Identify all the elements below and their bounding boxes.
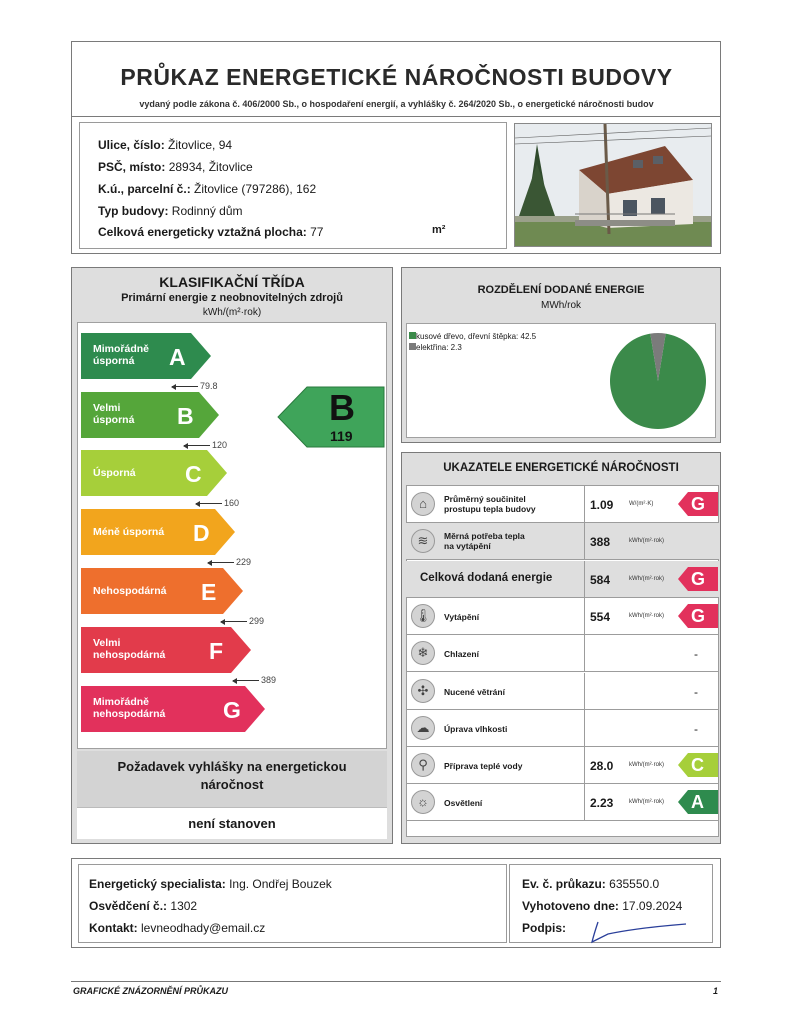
area-value: 77 xyxy=(310,225,324,239)
document-subtitle: vydaný podle zákona č. 406/2000 Sb., o hospodaření energií, a vyhlášky č. 264/2020 Sb., o energetické náročnosti budov xyxy=(139,99,654,109)
specialist-contact-row xyxy=(89,921,265,935)
indicator-divider xyxy=(584,523,585,559)
class-name: Velmi úsporná xyxy=(93,402,135,426)
type-label: Typ budovy: xyxy=(98,204,169,218)
indicator-value: 388 xyxy=(590,535,611,550)
indicator-label: Úprava vlhkosti xyxy=(444,723,508,734)
legend-wood-label: kusové dřevo, dřevní štěpka: 42.5 xyxy=(416,332,537,341)
indicator-divider xyxy=(584,673,585,709)
class-limit: 299 xyxy=(221,616,264,626)
indicator-label: Osvětlení xyxy=(444,798,483,809)
indicator-class-badge: G xyxy=(678,567,718,591)
class-limit: 79.8 xyxy=(172,381,218,391)
indicator-class-none: - xyxy=(694,721,698,736)
indicator-class-none: - xyxy=(694,684,698,699)
requirement-title: Požadavek vyhlášky na energetickou náročnost xyxy=(117,759,347,792)
indicator-divider xyxy=(584,561,585,597)
legend-wood-swatch xyxy=(409,332,416,339)
parcel-row xyxy=(98,182,316,196)
class-name: Úsporná xyxy=(93,467,136,479)
indicator-unit: kWh/(m²·rok) xyxy=(629,575,664,582)
ev-value: 635550.0 xyxy=(609,877,660,891)
parcel-label: K.ú., parcelní č.: xyxy=(98,182,191,196)
class-label-g xyxy=(81,686,265,732)
indicator-label: Chlazení xyxy=(444,649,479,660)
indicator-row xyxy=(406,598,719,635)
indicator-unit: kWh/(m²·rok) xyxy=(629,538,664,545)
street-row xyxy=(98,138,232,152)
indicator-row xyxy=(406,784,719,821)
indicator-class-badge: G xyxy=(678,492,718,516)
requirement-value: není stanoven xyxy=(188,816,276,831)
specialist-cert-row xyxy=(89,899,197,913)
footer-label: GRAFICKÉ ZNÁZORNĚNÍ PRŮKAZU xyxy=(73,986,228,996)
indicators-title: UKAZATELE ENERGETICKÉ NÁROČNOSTI xyxy=(443,462,679,474)
legend-electric-swatch xyxy=(409,343,416,350)
parcel-value: Žitovlice (797286), 162 xyxy=(194,182,317,196)
indicator-unit: kWh/(m²·rok) xyxy=(629,799,664,806)
indicator-label: Nucené větrání xyxy=(444,686,505,697)
class-letter: A xyxy=(169,344,186,370)
specialist-name-label: Energetický specialista: xyxy=(89,877,226,891)
indicator-value: 584 xyxy=(590,572,611,587)
class-name: Méně úsporná xyxy=(93,526,165,538)
indicator-value: 28.0 xyxy=(590,759,614,774)
class-label-a xyxy=(81,333,211,379)
specialist-contact-value: levneodhady@email.cz xyxy=(141,921,266,935)
type-row xyxy=(98,204,243,218)
class-name: Nehospodárná xyxy=(93,585,167,597)
specialist-name-value: Ing. Ondřej Bouzek xyxy=(229,877,332,891)
specialist-cert-value: 1302 xyxy=(170,899,198,913)
specialist-contact-label: Kontakt: xyxy=(89,921,138,935)
indicator-class-badge: C xyxy=(678,753,718,777)
page-number: 1 xyxy=(713,986,719,996)
result-arrow xyxy=(277,386,385,448)
distribution-pie xyxy=(608,331,708,431)
signature xyxy=(586,912,696,946)
class-letter: C xyxy=(185,461,202,487)
class-limit: 120 xyxy=(184,440,227,450)
footer-rule xyxy=(71,981,721,982)
indicator-row xyxy=(406,710,719,747)
indicator-row xyxy=(406,635,719,672)
class-name: Mimořádně nehospodárná xyxy=(93,696,166,720)
indicator-row xyxy=(406,486,719,523)
indicator-value: 2.23 xyxy=(590,796,614,811)
city-row xyxy=(98,160,253,174)
indicator-row xyxy=(406,747,719,784)
house-icon: ⌂ xyxy=(411,492,435,516)
humidity-icon: ☁ xyxy=(411,716,435,740)
legend-wood xyxy=(409,332,536,341)
class-letter: B xyxy=(177,403,194,429)
indicator-unit: W/(m²·K) xyxy=(629,501,654,507)
indicator-label: Měrná potřeba tepla na vytápění xyxy=(444,531,525,552)
class-label-d xyxy=(81,509,235,555)
ev-row xyxy=(522,877,659,891)
thermometer-icon: 🌡 xyxy=(411,604,435,628)
indicator-label: Příprava teplé vody xyxy=(444,761,523,772)
indicator-class-none: - xyxy=(694,647,698,662)
issued-row xyxy=(522,899,682,913)
legend-electric-label: elektřina: 2.3 xyxy=(416,343,462,352)
fan-icon: ✣ xyxy=(411,679,435,703)
sign-label: Podpis: xyxy=(522,921,566,935)
area-row xyxy=(98,225,323,239)
indicator-divider xyxy=(584,710,585,746)
indicator-divider xyxy=(584,486,585,522)
issued-value: 17.09.2024 xyxy=(622,899,683,913)
specialist-name-row xyxy=(89,877,332,891)
street-label: Ulice, číslo: xyxy=(98,138,165,152)
city-value: 28934, Žitovlice xyxy=(168,160,253,174)
indicator-value: 1.09 xyxy=(590,498,614,512)
indicator-divider xyxy=(584,598,585,634)
ev-label: Ev. č. průkazu: xyxy=(522,877,606,891)
indicator-unit: kWh/(m²·rok) xyxy=(629,762,664,769)
building-photo xyxy=(514,123,712,247)
area-unit: m² xyxy=(432,224,446,236)
class-name: Mimořádně úsporná xyxy=(93,343,150,367)
legend-electric xyxy=(409,343,462,352)
classification-subtitle: Primární energie z neobnovitelných zdrojů xyxy=(121,292,343,304)
indicator-value: 554 xyxy=(590,609,611,624)
sign-row xyxy=(522,921,566,935)
indicator-row xyxy=(406,523,719,560)
class-letter: G xyxy=(223,697,241,723)
class-label-b xyxy=(81,392,219,438)
classification-title: KLASIFIKAČNÍ TŘÍDA xyxy=(159,274,305,290)
type-value: Rodinný dům xyxy=(171,204,243,218)
specialist-cert-label: Osvědčení č.: xyxy=(89,899,168,913)
indicator-label: Celková dodaná energie xyxy=(420,571,553,584)
class-limit: 229 xyxy=(208,557,251,567)
result-value: 119 xyxy=(330,428,353,444)
indicator-unit: kWh/(m²·rok) xyxy=(629,612,664,619)
indicator-divider xyxy=(584,635,585,671)
class-name: Velmi nehospodárná xyxy=(93,637,166,661)
document-title: PRŮKAZ ENERGETICKÉ NÁROČNOSTI BUDOVY xyxy=(120,64,673,90)
area-label: Celková energeticky vztažná plocha: xyxy=(98,225,307,239)
city-label: PSČ, místo: xyxy=(98,160,166,174)
class-limit: 389 xyxy=(233,675,276,685)
class-label-c xyxy=(81,450,227,496)
street-value: Žitovlice, 94 xyxy=(168,138,233,152)
distribution-title: ROZDĚLENÍ DODANÉ ENERGIE xyxy=(477,284,645,296)
indicator-label: Průměrný součinitel prostupu tepla budovy xyxy=(444,494,536,514)
cooling-icon: ❄ xyxy=(411,641,435,665)
indicator-row xyxy=(406,561,719,598)
indicator-row xyxy=(406,673,719,710)
class-letter: E xyxy=(201,579,217,605)
issued-label: Vyhotoveno dne: xyxy=(522,899,619,913)
indicator-label: Vytápění xyxy=(444,611,480,622)
indicator-class-badge: G xyxy=(678,604,718,628)
class-letter: D xyxy=(193,520,210,546)
class-limit: 160 xyxy=(196,498,239,508)
tap-icon: ⚲ xyxy=(411,753,435,777)
heat-need-icon: ≋ xyxy=(411,529,435,553)
result-letter: B xyxy=(329,387,355,428)
class-label-e xyxy=(81,568,243,614)
indicator-divider xyxy=(584,747,585,783)
class-label-f xyxy=(81,627,251,673)
indicator-divider xyxy=(584,784,585,820)
class-letter: F xyxy=(209,638,224,664)
indicator-class-badge: A xyxy=(678,790,718,814)
distribution-unit: MWh/rok xyxy=(541,300,581,311)
classification-unit: kWh/(m²·rok) xyxy=(202,307,262,318)
bulb-icon: ☼ xyxy=(411,790,435,814)
